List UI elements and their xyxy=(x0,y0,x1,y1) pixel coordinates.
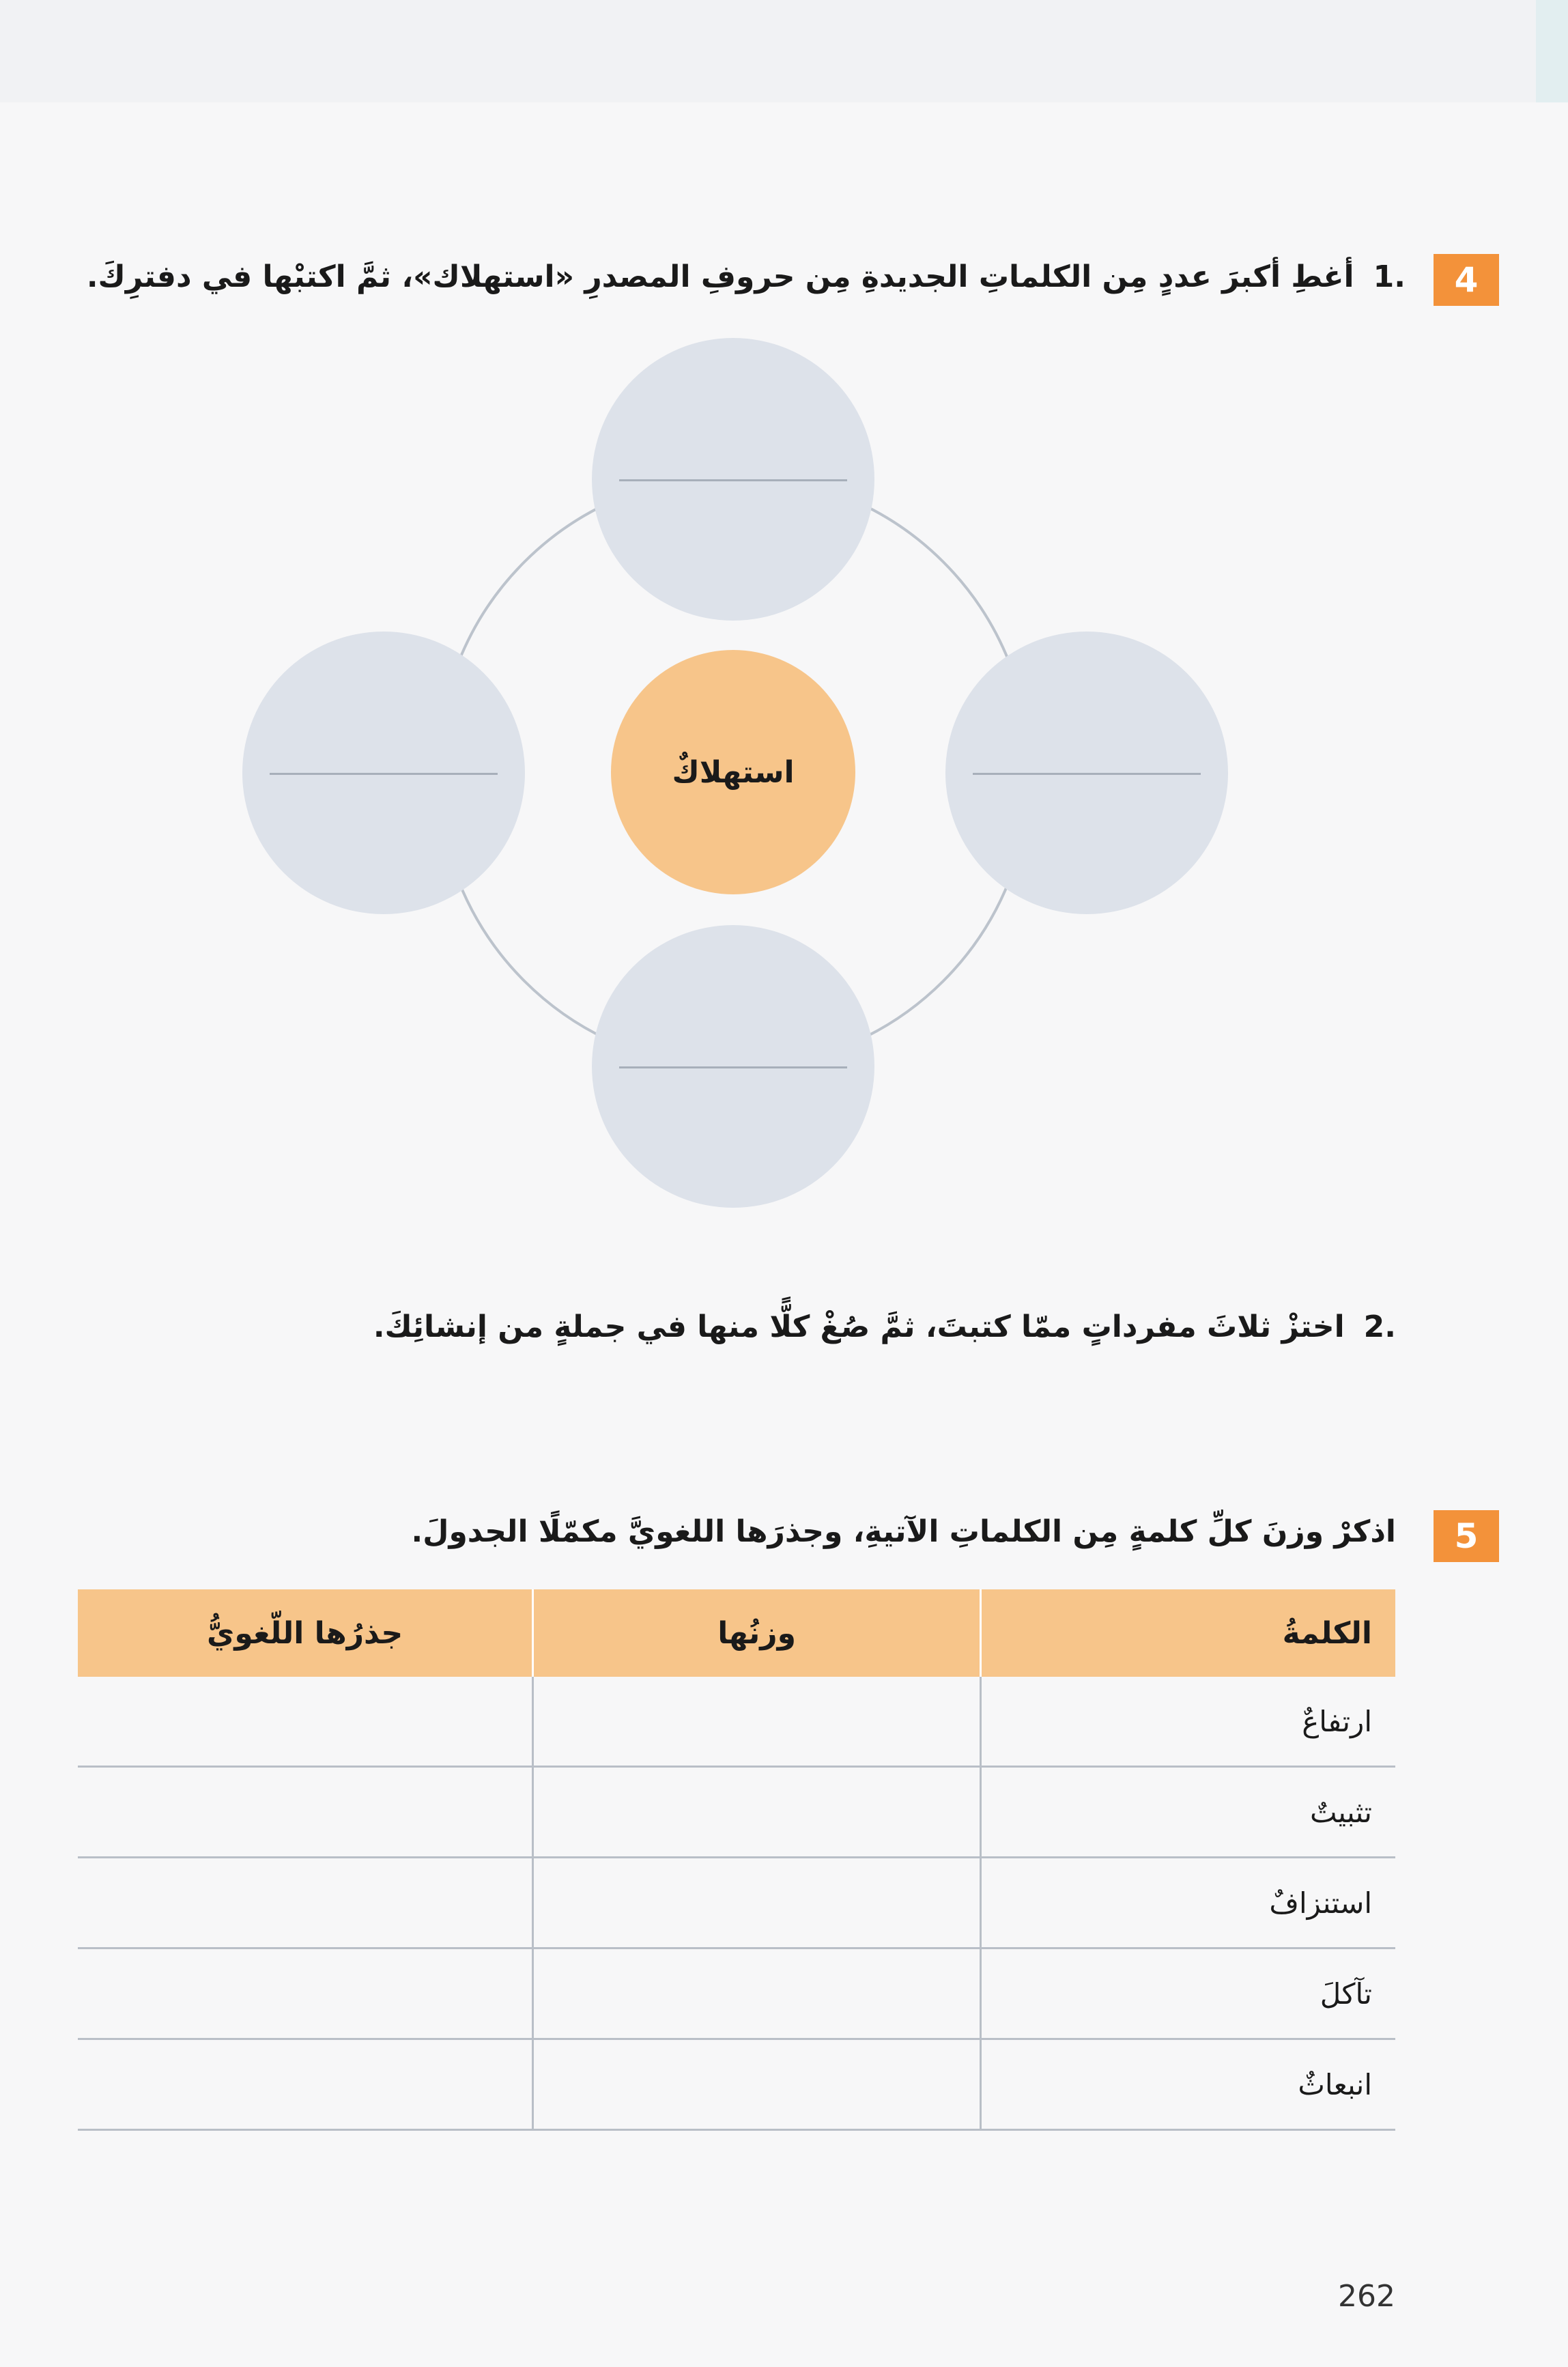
header-root: جذرُها اللّغويُّ xyxy=(78,1589,533,1677)
table-row xyxy=(78,1858,1395,1948)
word-circle-top xyxy=(592,338,874,621)
word-circle-left xyxy=(242,632,525,914)
pattern-cell[interactable] xyxy=(533,1767,981,1858)
question-number: .1 xyxy=(1373,259,1406,294)
table-row xyxy=(78,1677,1395,1767)
word-cell: ارتفاعٌ xyxy=(981,1677,1396,1767)
word-cell: تآكلَ xyxy=(981,1948,1396,2039)
header-word: الكلمةُ xyxy=(981,1589,1396,1677)
table-row xyxy=(78,2039,1395,2130)
word-circle-right xyxy=(945,632,1228,914)
page-number: 262 xyxy=(1338,2279,1395,2314)
exercise-4-question-2 xyxy=(373,1309,1396,1344)
pattern-cell[interactable] xyxy=(533,2039,981,2130)
exercise-5-badge: 5 xyxy=(1434,1510,1499,1562)
question-text: أغطِ أكبرَ عددٍ مِن الكلماتِ الجديدةِ مِن حروفِ المصدرِ «استهلاك»، ثمَّ اكتبْها في دفترِكَ. xyxy=(86,259,1354,294)
root-cell[interactable] xyxy=(78,1948,533,2039)
answer-line[interactable] xyxy=(270,773,498,775)
word-analysis-table xyxy=(78,1589,1395,2131)
question-text: اختزْ ثلاثَ مفرداتٍ ممّا كتبتَ، ثمَّ صُغْ كلًّا منها في جملةٍ من إنشائِكَ. xyxy=(373,1309,1345,1344)
question-number: .2 xyxy=(1363,1309,1396,1344)
word-cell: انبعاثٌ xyxy=(981,2039,1396,2130)
exercise-5-question: اذكرْ وزنَ كلِّ كلمةٍ مِن الكلماتِ الآتيةِ، وجذرَها اللغويَّ مكمّلًا الجدولَ. xyxy=(411,1514,1396,1549)
word-cell: استنزافٌ xyxy=(981,1858,1396,1948)
center-word-circle: استهلاكٌ xyxy=(611,650,855,894)
pattern-cell[interactable] xyxy=(533,1948,981,2039)
root-cell[interactable] xyxy=(78,1767,533,1858)
word-circle-bottom xyxy=(592,925,874,1208)
word-cell: تثبيتٌ xyxy=(981,1767,1396,1858)
pattern-cell[interactable] xyxy=(533,1677,981,1767)
exercise-4-badge: 4 xyxy=(1434,254,1499,306)
root-cell[interactable] xyxy=(78,1677,533,1767)
table-row xyxy=(78,1767,1395,1858)
table-header-row xyxy=(78,1589,1395,1677)
answer-line[interactable] xyxy=(619,1066,847,1068)
pattern-cell[interactable] xyxy=(533,1858,981,1948)
answer-line[interactable] xyxy=(619,479,847,481)
answer-line[interactable] xyxy=(973,773,1201,775)
root-cell[interactable] xyxy=(78,2039,533,2130)
table-row xyxy=(78,1948,1395,2039)
root-cell[interactable] xyxy=(78,1858,533,1948)
header-pattern: وزنُها xyxy=(533,1589,981,1677)
